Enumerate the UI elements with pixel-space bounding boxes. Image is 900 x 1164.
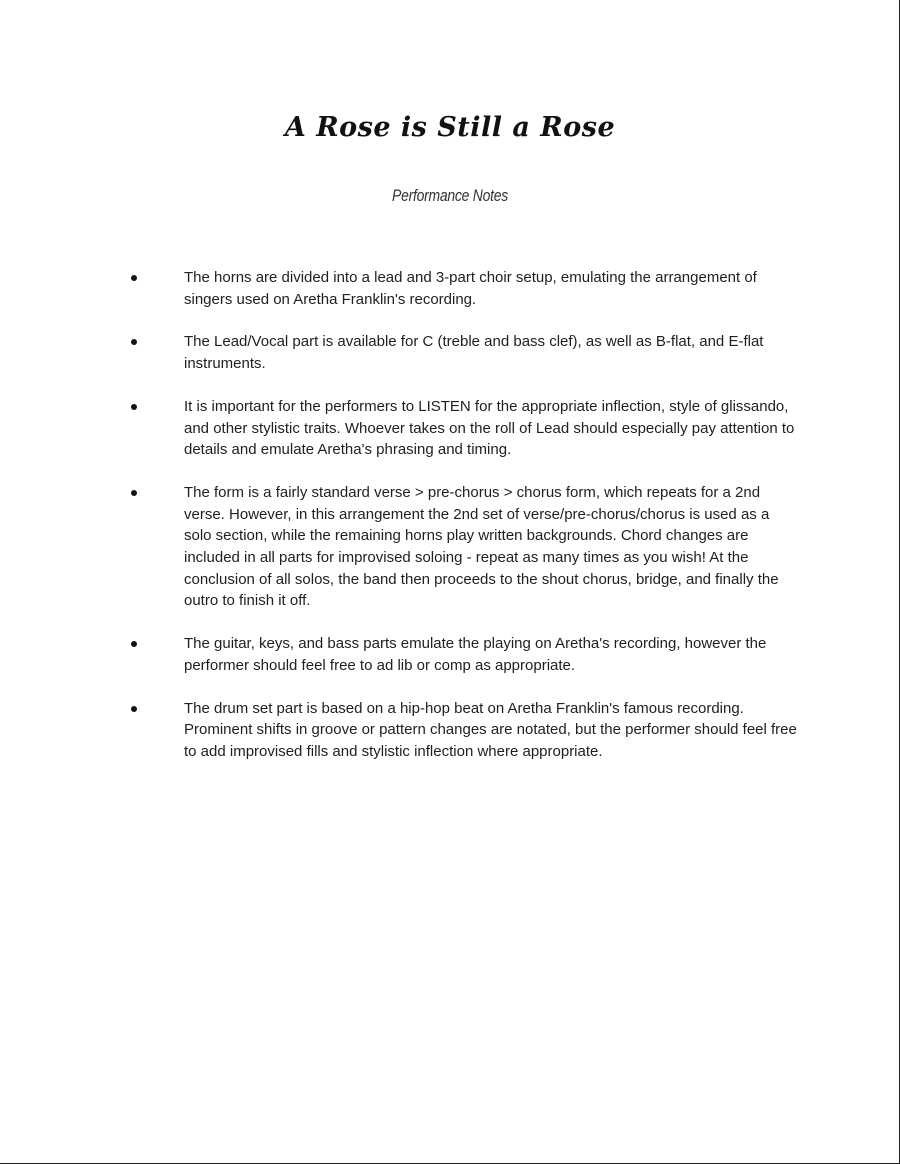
- bullet-icon: [131, 339, 137, 345]
- note-text: The horns are divided into a lead and 3-part choir setup, emulating the arrangement of singers used on Aretha Franklin's recording.: [184, 269, 757, 308]
- bullet-icon: [131, 706, 137, 712]
- bullet-icon: [131, 275, 137, 281]
- bullet-icon: [131, 404, 137, 410]
- list-item: [0, 267, 800, 310]
- bullet-icon: [131, 490, 137, 496]
- list-item: [0, 396, 800, 461]
- document-subtitle: Performance Notes: [392, 186, 508, 205]
- list-item: [0, 331, 800, 374]
- note-text: It is important for the performers to LISTEN for the appropriate inflection, style of glissando, and other stylistic traits. Whoever takes on the roll of Lead should especially pay attention to details and emulate Aretha's phrasing and timing.: [184, 397, 795, 459]
- note-text: The drum set part is based on a hip-hop beat on Aretha Franklin's famous recording. Prominent shifts in groove or pattern changes are notated, but the performer should feel free to add improvised fills and stylistic inflection where appropriate.: [184, 699, 797, 760]
- bullet-icon: [131, 641, 137, 647]
- list-item: [0, 482, 800, 612]
- document-title: A Rose is Still a Rose: [284, 112, 616, 143]
- performance-notes-list: [0, 267, 900, 784]
- note-text: The guitar, keys, and bass parts emulate the playing on Aretha's recording, however the performer should feel free to ad lib or comp as appropriate.: [184, 635, 767, 674]
- list-item: [0, 698, 800, 763]
- note-text: The form is a fairly standard verse > pre-chorus > chorus form, which repeats for a 2nd verse. However, in this arrangement the 2nd set of verse/pre-chorus/chorus is used as a solo section, while the remaining horns play written backgrounds. Chord changes are included in all parts for improvised soloing - repeat as many times as you wish! At the conclusion of all solos, the band then proceeds to the shout chorus, bridge, and finally the outro to finish it off.: [184, 483, 779, 610]
- note-text: The Lead/Vocal part is available for C (treble and bass clef), as well as B-flat, and E-flat instruments.: [184, 333, 764, 373]
- list-item: [0, 633, 800, 676]
